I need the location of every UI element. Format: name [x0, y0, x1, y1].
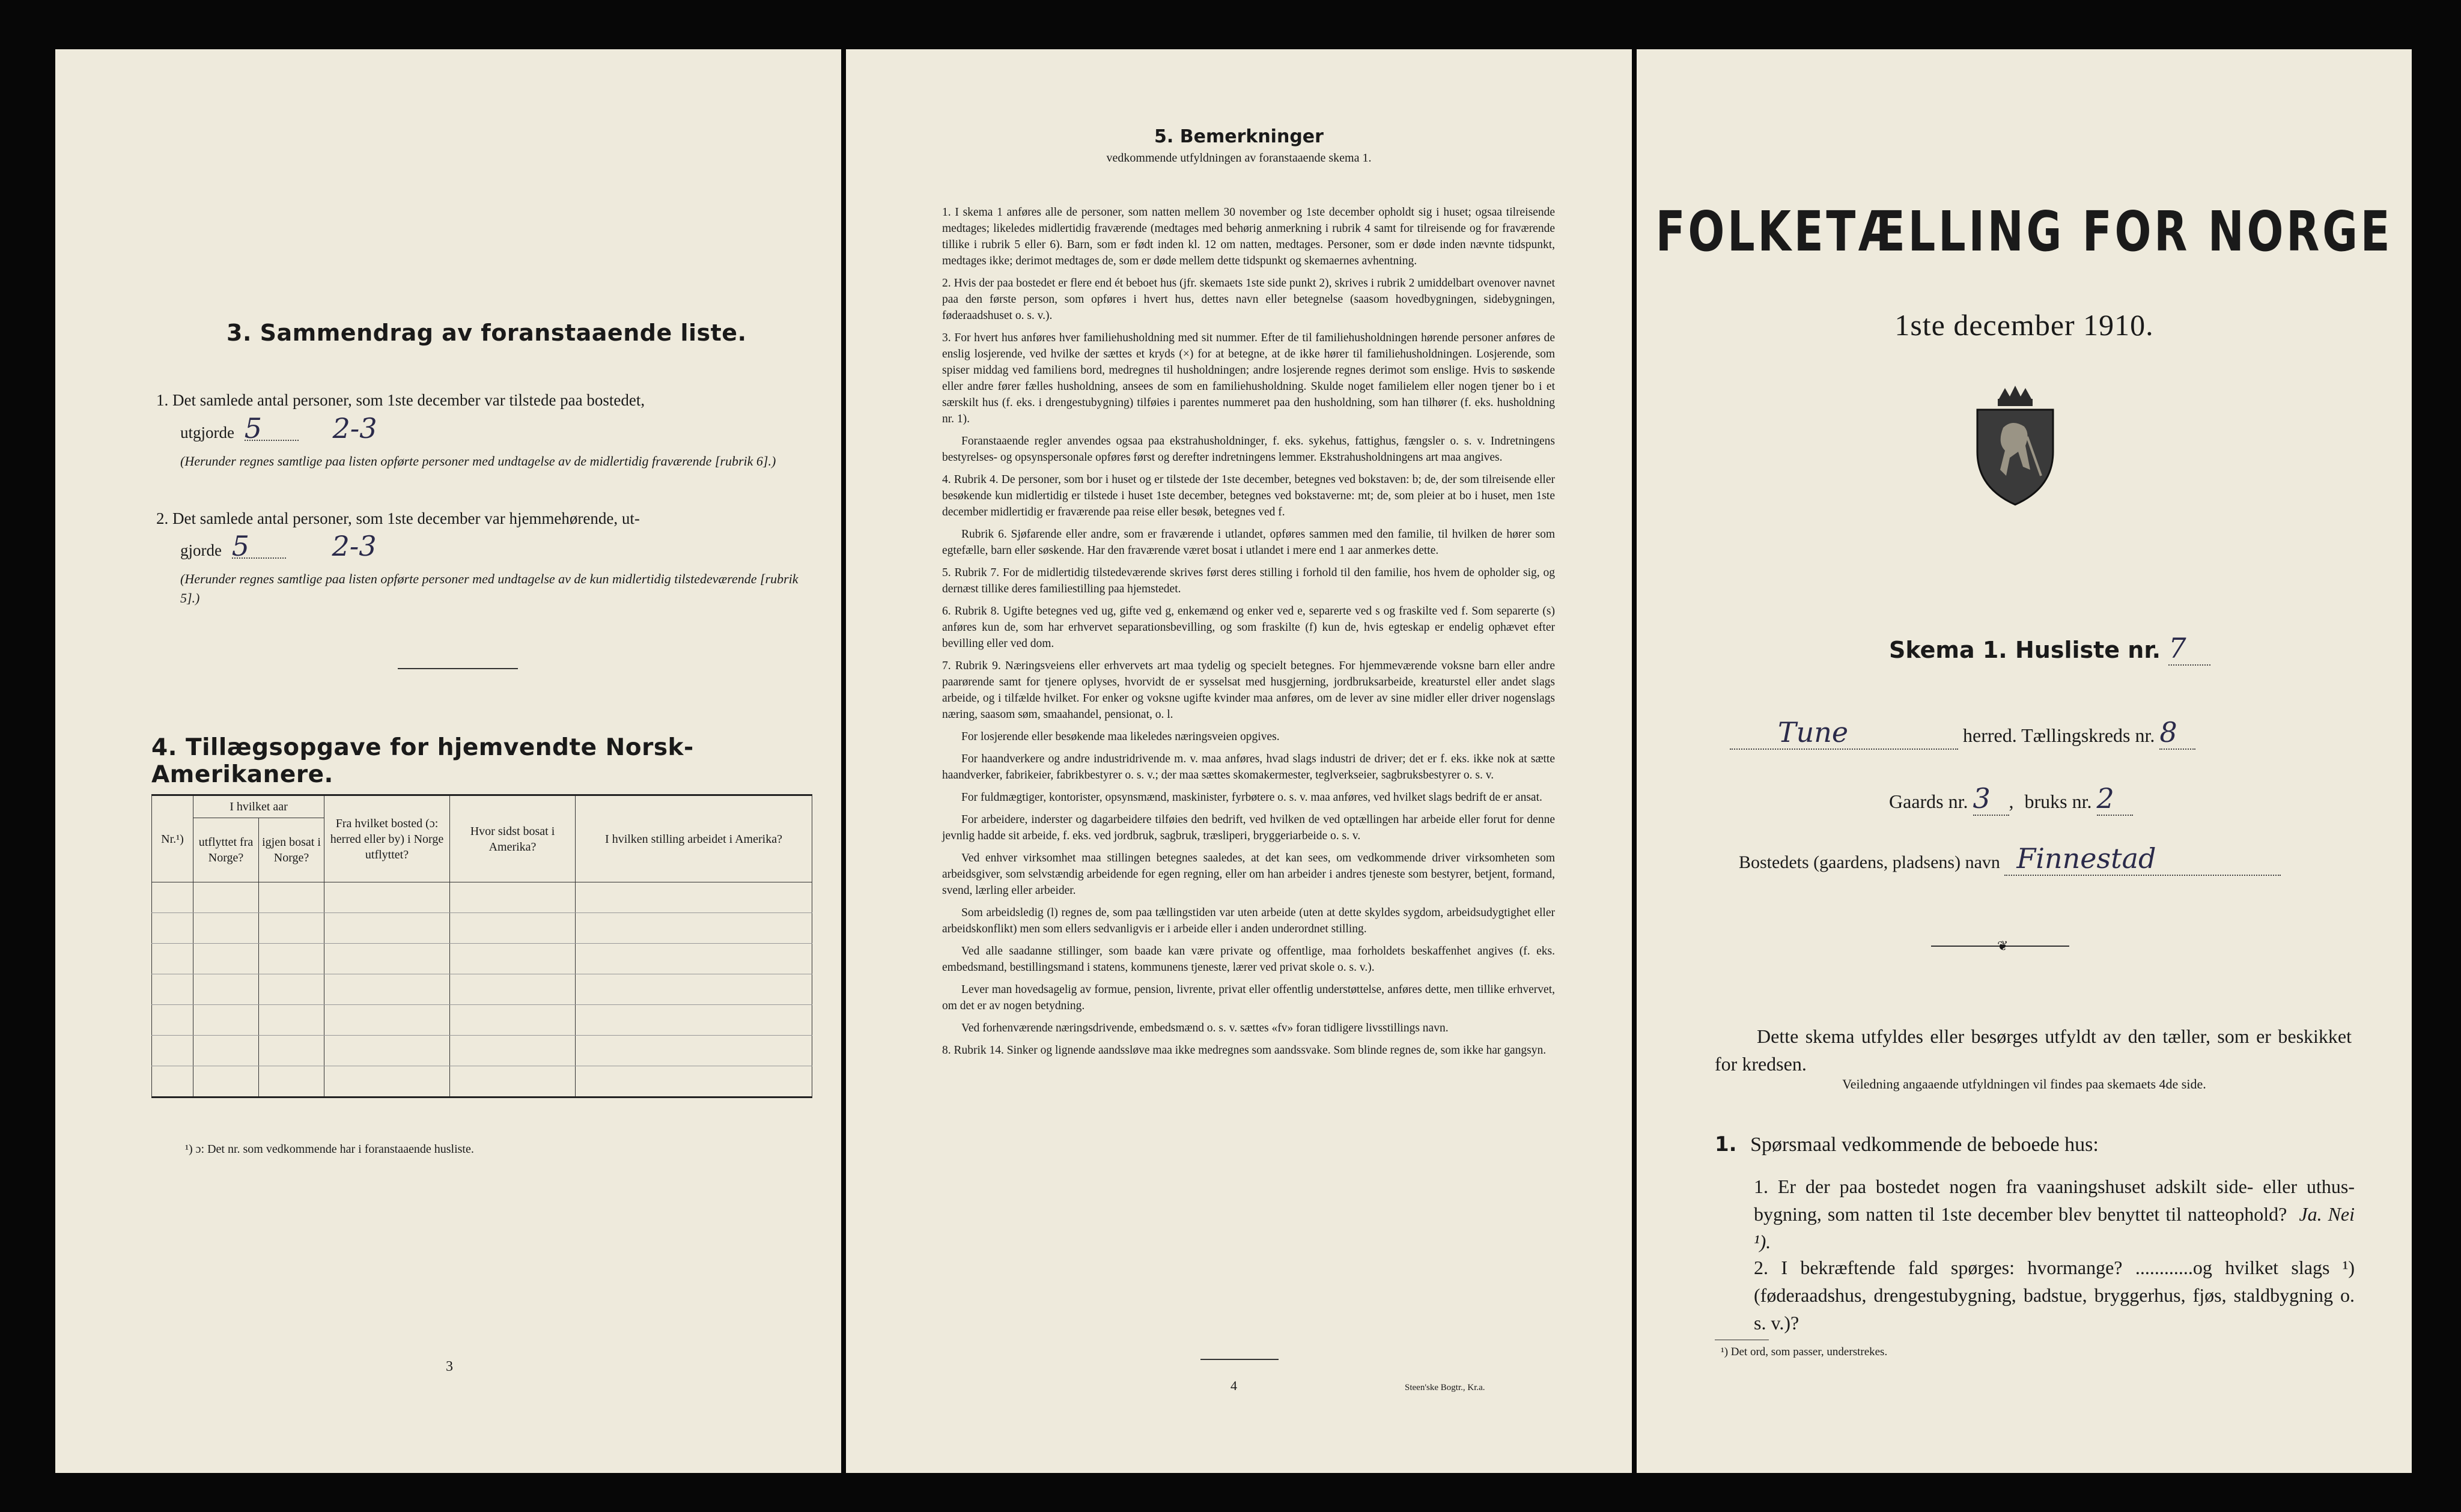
divider [398, 668, 518, 669]
remarks-list [942, 204, 1555, 1064]
remark-paragraph: Lever man hovedsagelig av formue, pension, livrente, privat eller offentlig understøttelse, anføres dette, men tillike erhvervet, om det er av nogen betydning. [942, 983, 1555, 1012]
question-2: 2. I bekræftende fald spørges: hvormange? ............og hvilket slags ¹) (føderaadshus, drengestubygning, badstue, bryggerhus, fjøs, staldbygning o. s. v.)? [1754, 1257, 2355, 1334]
remarks-heading: 5. Bemerkninger [1154, 126, 1324, 147]
section-4-heading: 4. Tillægsopgave for hjemvendte Norsk-Amerikanere. [151, 734, 694, 788]
remark-paragraph: Som arbeidsledig (l) regnes de, som paa tællingstiden var uten arbeide (uten at dette skyldes sygdom, arbeidsudygtighet eller arbeidskonflikt) men som ellers sedvanligvis er i arbeide eller i anden underordnet stilling. [942, 906, 1555, 935]
table-row [152, 974, 812, 1005]
questions-heading-text: Spørsmaal vedkommende de beboede hus: [1750, 1134, 2099, 1156]
section-3-heading: 3. Sammendrag av foranstaaende liste. [227, 320, 747, 346]
gaards-value: 3 [1973, 782, 2009, 816]
table-row [152, 913, 812, 944]
table-row [152, 1066, 812, 1098]
page-3 [55, 49, 841, 1473]
remark-paragraph: 2. Hvis der paa bostedet er flere end ét beboet hus (jfr. skemaets 1ste side punkt 2), skrives i rubrik 2 umiddelbart ovenover navnet paa den første person, som opføres i hvert hus, dettes navn eller betegnelse (saasom hovedbygningen, sidebygningen, føderaadshuset o. s. v.). [942, 277, 1555, 322]
title-wrap [1637, 199, 2412, 264]
item-1-label-text: utgjorde [180, 424, 234, 442]
kreds-label: Tællingskreds nr. [2021, 724, 2155, 746]
summary-item-1-label [180, 412, 377, 445]
summary-item-2-label [180, 530, 377, 562]
remark-paragraph: For losjerende eller besøkende maa likeledes næringsveien opgives. [961, 730, 1280, 743]
remark-paragraph: Ved forhenværende næringsdrivende, embedsmænd o. s. v. sættes «fv» foran tidligere livsstillings navn. [961, 1022, 1449, 1034]
summary-item-1: 1. Det samlede antal personer, som 1ste december var tilstede paa bostedet, [156, 391, 645, 409]
questions-heading-num: 1. [1715, 1132, 1737, 1156]
questions-heading [1715, 1131, 2099, 1159]
remark-paragraph: Ved alle saadanne stillinger, som baade kan være private og offentlige, maa forholdets beskaffenhet angives (f. eks. embedsmand, bestillingsmand i statens, kommunens tjeneste, lærer ved privat skole o. s. v.). [942, 945, 1555, 974]
table-row [152, 944, 812, 974]
col-fra-bosted: Fra hvilket bosted (ɔ: herred eller by) i Norge utflyttet? [324, 795, 450, 882]
item-2-label-text: gjorde [180, 541, 222, 559]
husliste-line [1889, 632, 2210, 666]
remark-paragraph: 4. Rubrik 4. De personer, som bor i huset og er tilstede der 1ste december, betegnes ved bokstaven: b; de, der som tilreisende eller besøkende kun midlertidig er tilstede i huset 1ste december, betegnes ved bokstaverne: mt; de, som pleier at bo i huset, men 1ste december midlertidig er fraværende paa reise eller besøk, betegnes ved f. [942, 473, 1555, 518]
herred-line [1730, 716, 2391, 750]
item-2-value-2: 2-3 [332, 530, 377, 562]
remark-paragraph: Ved enhver virksomhet maa stillingen betegnes saaledes, at det kan sees, om vedkommende driver virksomheten som arbeidsgiver, som selvstændig arbeidende for egen regning, eller om han arbeider i andres tjeneste som bestyrer, betjent, formand, svend, lærling eller arbeider. [942, 852, 1555, 897]
question-1 [1754, 1173, 2355, 1255]
summary-item-2-note: (Herunder regnes samtlige paa listen opførte personer med undtagelse av de kun midlertidig tilstedeværende [rubrik 5].) [180, 571, 799, 606]
table-row [152, 882, 812, 913]
census-date: 1ste december 1910. [1894, 308, 2154, 342]
question-1-text: 1. Er der paa bostedet nogen fra vaaningshuset adskilt side- eller uthus-bygning, som natten til 1ste december blev benyttet til natteophold? [1754, 1176, 2355, 1225]
col-sidst-bosat: Hvor sidst bosat i Amerika? [450, 795, 576, 882]
question-1-answer: Ja. Nei ¹). [1754, 1203, 2355, 1252]
bruks-label: bruks nr. [2024, 791, 2092, 812]
instruction-text: Dette skema utfyldes eller besørges utfyldt av den tæller, som er beskikket for kredsen. [1715, 1025, 2352, 1075]
remark-paragraph: 6. Rubrik 8. Ugifte betegnes ved ug, gifte ved g, enkemænd og enker ved e, separerte ved s og fraskilte ved f. Som separerte (s) anføres kun de, som har erhvervet separationsbevilling, og som fraskilte (f) kun de, hvis egteskap er endelig ophævet efter bevilling eller ved dom. [942, 605, 1555, 650]
summary-item-1-note: (Herunder regnes samtlige paa listen opførte personer med undtagelse av de midlertidig fraværende [rubrik 6].) [180, 454, 776, 469]
husliste-number: 7 [2168, 632, 2210, 666]
item-1-value-2: 2-3 [332, 412, 377, 445]
item-2-value-1: 5 [232, 535, 286, 559]
col-nr: Nr.¹) [152, 795, 193, 882]
col-igjen-bosat: igjen bosat i Norge? [259, 818, 324, 882]
page-4 [846, 49, 1632, 1473]
remarks-subheading: vedkommende utfyldningen av foranstaaende skema 1. [1106, 151, 1372, 165]
summary-item-2: 2. Det samlede antal personer, som 1ste december var hjemmehørende, ut- [156, 509, 640, 527]
page-number: 4 [1230, 1378, 1237, 1393]
census-title: FOLKETÆLLING FOR NORGE [1655, 199, 2393, 264]
remark-paragraph: For fuldmægtiger, kontorister, opsynsmænd, maskinister, fyrbøtere o. s. v. maa anføres, ved hvilket slags bedrift de er ansat. [961, 791, 1542, 804]
gaards-line: Gaards nr. 3 , bruks nr. 2 [1889, 782, 2133, 816]
page-1 [1637, 49, 2412, 1473]
page1-footnote: ¹) Det ord, som passer, understrekes. [1721, 1346, 1888, 1358]
skema-label: Skema 1. Husliste nr. [1889, 637, 2161, 663]
table-row [152, 1036, 812, 1066]
herred-value: Tune [1730, 716, 1958, 750]
col-stilling: I hvilken stilling arbeidet i Amerika? [576, 795, 812, 882]
page-number: 3 [446, 1359, 453, 1374]
remark-paragraph: 3. For hvert hus anføres hver familiehusholdning med sit nummer. Efter de til familiehusholdningen hørende personer anføres de enslig losjerende, ved hvilke der sættes et kryds (×) for at betegne, at de ikke hører til familiehusholdningen. Losjerende, som spiser middag ved familiens bord, medregnes til husholdningen; andre losjerende regnes derimot som enslige. Hvis to søskende eller andre fører fælles husholdning, ansees de som en familiehusholdning. Skulde noget familielem eller nogen tjener bo i et særskilt hus (f. eks. i drengestubygning) tilføies i parentes nummeret paa den husholdning, som han tilhører (f. eks. husholdning nr. 1). [942, 332, 1555, 425]
norsk-amerikanere-table [151, 794, 812, 1098]
remark-paragraph: 1. I skema 1 anføres alle de personer, som natten mellem 30 november og 1ste december opholdt sig i huset; ogsaa tilreisende medtages; likeledes midlertidig fraværende (medtages med behørig anmerkning i rubrik 4 samt for tilreisende og for fraværende tillike i rubrik 5 eller 6). Barn, som er født inden kl. 12 om natten, medtages. Personer, som er døde inden nævnte tidspunkt, medtages ikke; derimot medtages de, som er døde mellem dette tidspunkt og skemaernes avhentning. [942, 206, 1555, 267]
gaards-label: Gaards nr. [1889, 791, 1968, 812]
col-group-year: I hvilket aar [193, 795, 324, 818]
remark-paragraph: 7. Rubrik 9. Næringsveiens eller erhvervets art maa tydelig og specielt betegnes. For hjemmeværende voksne barn eller andre paarørende samt for tjenere oplyses, hvorvidt de er sysselsat med husgjerning, jordbruksarbeide, kreaturstel eller andet slags arbeide, og i tilfælde hvilket. For enker og voksne ugifte kvinder maa anføres, om de lever av sine midler eller driver nogenslags næring, saasom søm, smaahandel, pensionat, o. l. [942, 660, 1555, 721]
ornament-icon: ❦ [1997, 938, 2009, 953]
remark-paragraph: Foranstaaende regler anvendes ogsaa paa ekstrahusholdninger, f. eks. sykehus, fattighus, fængsler o. s. v. Indretningens bestyrelses- og opsynspersonale opføres først og derefter indretningens lemmer. Ekstrahusholdningens art maa angives. [942, 435, 1555, 464]
herred-label: herred. [1963, 724, 2017, 746]
bruks-value: 2 [2097, 782, 2133, 816]
divider [1200, 1359, 1279, 1360]
bosted-label: Bostedets (gaardens, pladsens) navn [1739, 852, 2000, 872]
remark-paragraph: For haandverkere og andre industridrivende m. v. maa anføres, hvad slags industri de driver; det er f. eks. ikke nok at sætte haandverker, fabrikeier, fabrikbestyrer o. s. v.; der maa sættes skomakermester, teglverkseier, sagbruksbestyrer o. s. v. [942, 753, 1555, 782]
col-utflyttet: utflyttet fra Norge? [193, 818, 259, 882]
kreds-value: 8 [2159, 716, 2195, 750]
bosted-value: Finnestad [2004, 842, 2281, 876]
instruction-small: Veiledning angaaende utfyldningen vil findes paa skemaets 4de side. [1842, 1076, 2206, 1091]
remark-paragraph: 5. Rubrik 7. For de midlertidig tilstedeværende skrives først deres stilling i forhold til den familie, hos hvem de opholder sig, og dernæst tillike deres familiestilling paa hjemstedet. [942, 566, 1555, 595]
bosted-line [1739, 842, 2281, 876]
coat-of-arms-icon [1970, 386, 2060, 506]
printer-imprint: Steen'ske Bogtr., Kr.a. [1405, 1383, 1485, 1392]
remark-paragraph: For arbeidere, inderster og dagarbeidere tilføies den bedrift, ved hvilken de ved optællingen har arbeide eller forut for denne jevnlig hadde sit arbeide, f. eks. ved jordbruk, sagbruk, træsliperi, bryggeriarbeide o. s. v. [942, 813, 1555, 842]
table-row [152, 1005, 812, 1036]
item-1-value-1: 5 [245, 417, 299, 441]
remark-paragraph: 8. Rubrik 14. Sinker og lignende aandssløve maa ikke medregnes som aandssvake. Som blinde regnes de, som ikke har gangsyn. [942, 1044, 1547, 1057]
table-footnote: ¹) ɔ: Det nr. som vedkommende har i foranstaaende husliste. [185, 1143, 474, 1156]
remark-paragraph: Rubrik 6. Sjøfarende eller andre, som er fraværende i utlandet, opføres sammen med den familie, til hvilken de hører som egtefælle, barn eller søskende. Har den fraværende været bosat i utlandet i mere end 1 aar anmerkes dette. [942, 528, 1555, 557]
